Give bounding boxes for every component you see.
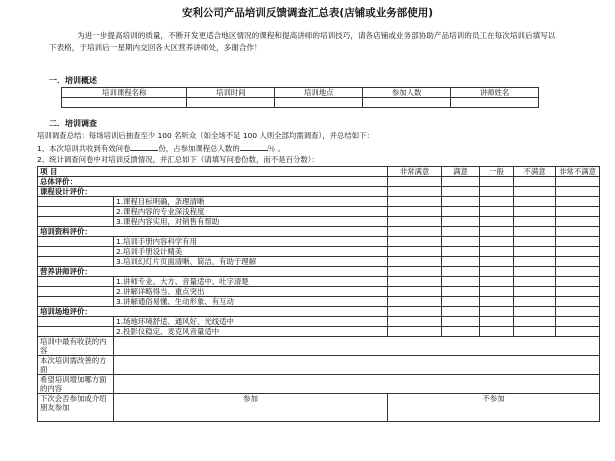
category-course-design: 课程设计评价： (38, 187, 388, 197)
table-row: 1.讲师专业、大方、音量适中、吐字清楚 (38, 277, 600, 287)
statistics-line: 2、统计调查问卷中对培训反馈情况，并汇总如下（请填写问卷份数，而不是百分数）： (37, 155, 319, 164)
header-item: 项 目 (38, 167, 388, 177)
category-materials: 培训资料评价： (38, 227, 388, 237)
table-row: 1.场地环境舒适、通风好、光线适中 (38, 317, 600, 327)
overview-header-count: 参加人数 (363, 88, 451, 98)
overview-cell-course[interactable] (62, 98, 187, 108)
category-lecturer: 营养讲师评价： (38, 267, 388, 277)
header-very-dissatisfied: 非常不满意 (556, 167, 600, 177)
questionnaire-count-blank[interactable] (130, 142, 158, 151)
table-row: 3.培训幻灯片页面清晰、简洁，有助于理解 (38, 257, 600, 267)
survey-header-row (38, 167, 600, 177)
page-title: 安利公司产品培训反馈调查汇总表(店铺或业务部使用) (181, 7, 434, 19)
table-row: 1.课程目标明确，条理清晰 (38, 197, 600, 207)
table-row: 2.培训手册设计精美 (38, 247, 600, 257)
category-row (38, 267, 600, 277)
overview-cell-count[interactable] (363, 98, 451, 108)
summary-line: 培训调查总结：每场培训后抽查至少 100 名听众（如全场不足 100 人则全部均需调查），并总结如下： (37, 131, 374, 140)
table-row: 3.课程内容实用，对销售有帮助 (38, 217, 600, 227)
category-row (38, 307, 600, 317)
overview-cell-time[interactable] (187, 98, 275, 108)
overview-cell-lecturer[interactable] (451, 98, 539, 108)
header-dissatisfied: 不满意 (514, 167, 556, 177)
open-question-row (38, 375, 600, 394)
overall-label: 总体评价： (38, 177, 388, 187)
open-question-row (38, 337, 600, 356)
category-venue: 培训场地评价： (38, 307, 388, 317)
valid-questionnaire-line: 1、本次培训共收到有效问卷 份，占参加课程总人数的 ％ 。 (37, 144, 285, 153)
question-attend-again: 下次会否参加或介绍朋友参加 (38, 394, 114, 422)
question-most-valuable: 培训中最有收获的内容 (38, 337, 114, 356)
header-satisfied: 满意 (442, 167, 480, 177)
overview-header-time: 培训时间 (187, 88, 275, 98)
table-row: 2.课程内容的专业深浅程度 (38, 207, 600, 217)
overview-table (61, 87, 539, 108)
intro-paragraph: 为进一步提高培训的质量，不断开发更适合地区情况的课程和提高讲师的培训技巧，请各店铺或业务部协助产品培训的员工在每次培训后填写以下表格，于培训后一星期内交回各大区营养讲师处，多谢合作！ (49, 31, 556, 52)
overall-row (38, 177, 600, 187)
question-improvements: 本次培训需改善的方面 (38, 356, 114, 375)
overview-cell-place[interactable] (275, 98, 363, 108)
header-average: 一般 (480, 167, 514, 177)
table-row: 2.讲解详略得当、重点突出 (38, 287, 600, 297)
overview-header-course: 培训课程名称 (62, 88, 187, 98)
table-row: 3.讲解通俗易懂、生动形象、有互动 (38, 297, 600, 307)
percentage-blank[interactable] (240, 142, 268, 151)
section-overview-heading: 一．培训概述 (49, 76, 97, 85)
survey-table (37, 166, 600, 422)
overview-header-place: 培训地点 (275, 88, 363, 98)
table-row: 1.培训手册内容科学有用 (38, 237, 600, 247)
table-row: 2.投影仪稳定、麦克风音量适中 (38, 327, 600, 337)
section-survey-heading: 二．培训调查 (49, 119, 97, 128)
question-add-content: 希望培训增加哪方面的内容 (38, 375, 114, 394)
category-row (38, 227, 600, 237)
attend-again-row (38, 394, 600, 422)
option-not-attend[interactable]: 不参加 (388, 394, 600, 422)
header-very-satisfied: 非常满意 (388, 167, 442, 177)
overview-header-lecturer: 讲师姓名 (451, 88, 539, 98)
category-row (38, 187, 600, 197)
option-attend[interactable]: 参加 (114, 394, 388, 422)
open-question-row (38, 356, 600, 375)
